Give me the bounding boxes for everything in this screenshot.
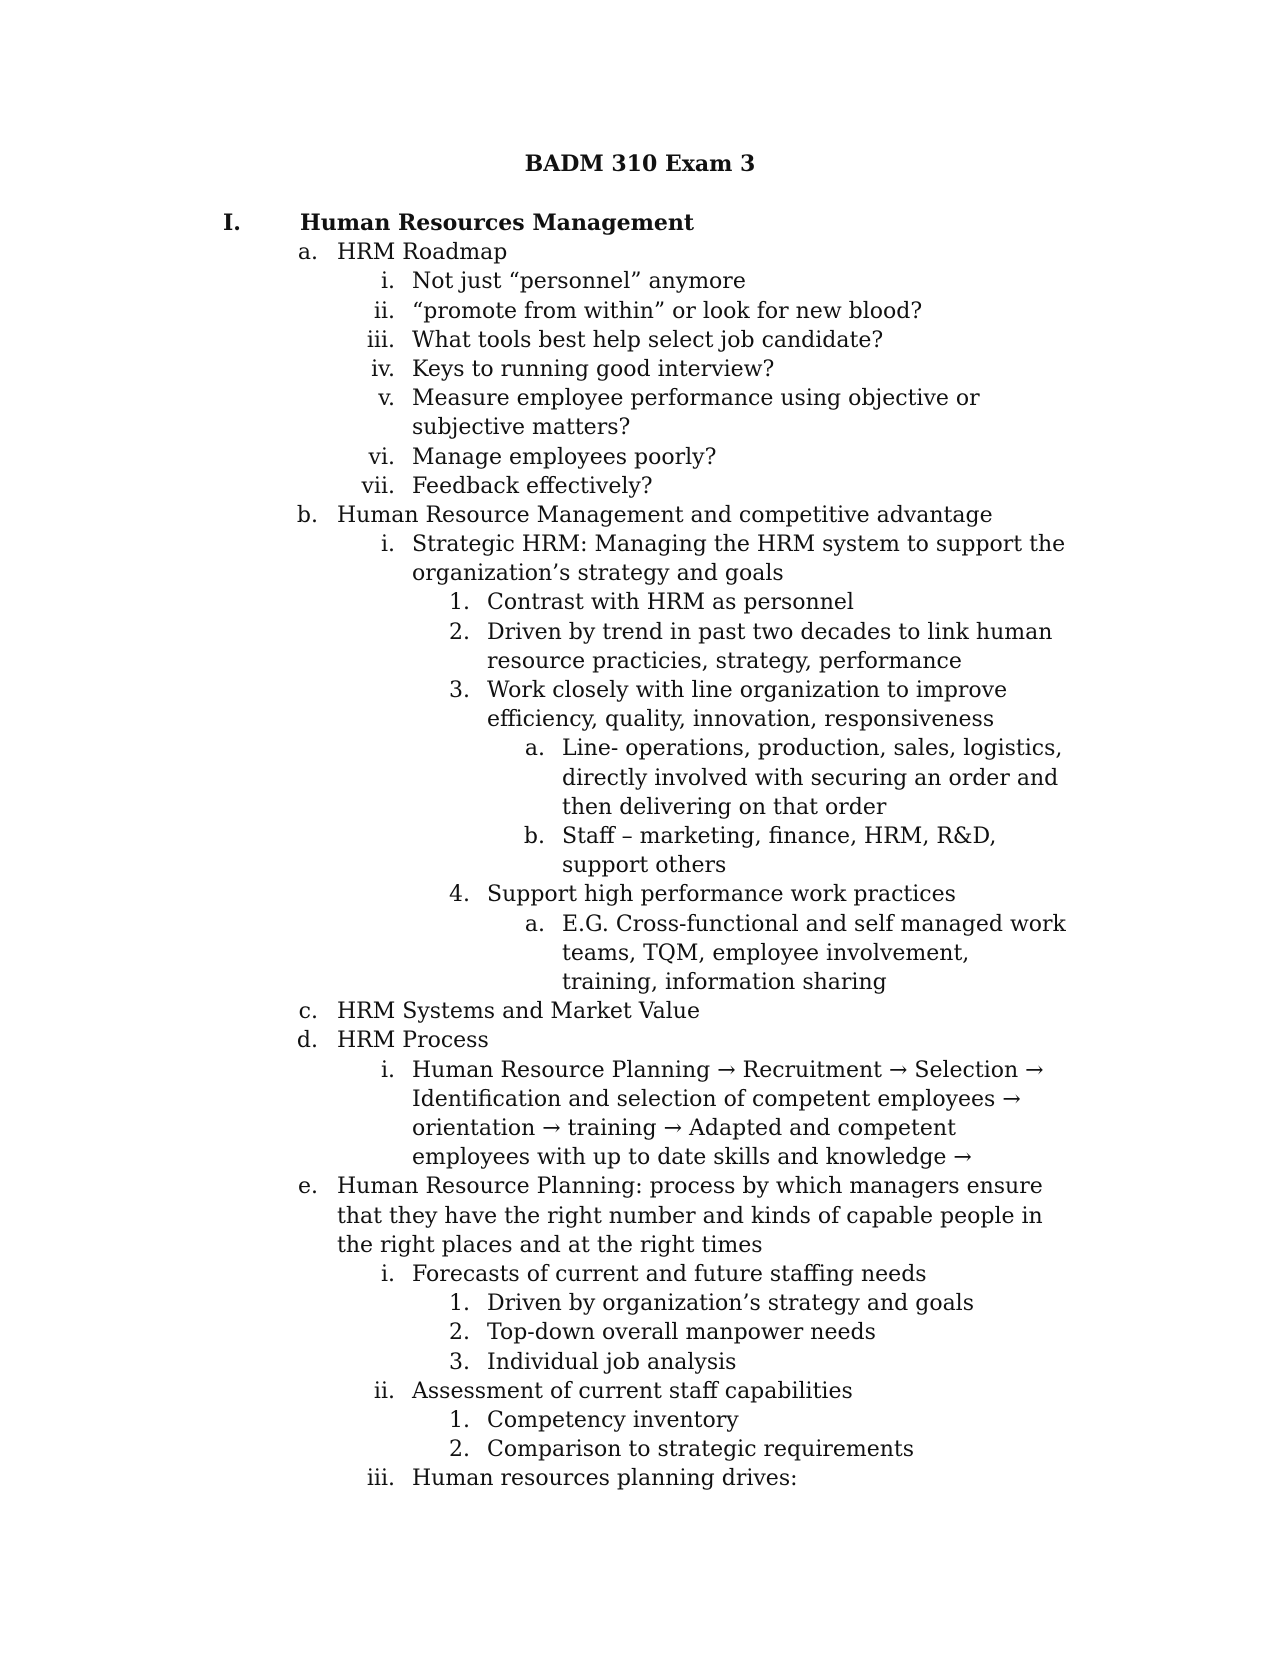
- outline-item: [0, 1172, 1280, 1260]
- item-marker: i.: [380, 1261, 395, 1287]
- outline-item: [0, 326, 1280, 355]
- outline-item: [0, 734, 1280, 822]
- outline-item: [0, 588, 1280, 617]
- outline-item: [0, 676, 1280, 734]
- item-marker: i.: [380, 269, 395, 295]
- outline-item: [0, 910, 1280, 998]
- item-text: Strategic HRM: Managing the HRM system to support the organization’s strategy and goals: [412, 532, 1066, 587]
- outline-item: [0, 1464, 1280, 1493]
- item-text: Support high performance work practices: [487, 882, 956, 908]
- outline-item: [0, 297, 1280, 326]
- item-text: Measure employee performance using objective or subjective matters?: [412, 386, 980, 441]
- outline-item: [0, 618, 1280, 676]
- item-text: E.G. Cross-functional and self managed work teams, TQM, employee involvement, training, information sharing: [562, 911, 1066, 996]
- item-marker: v.: [378, 386, 395, 412]
- outline-item: [0, 1435, 1280, 1464]
- outline-item: [0, 209, 1280, 238]
- outline-item: [0, 355, 1280, 384]
- outline-item: [0, 443, 1280, 472]
- item-text: Individual job analysis: [487, 1349, 737, 1375]
- outline-item: [0, 1260, 1280, 1289]
- item-text: What tools best help select job candidate?: [412, 327, 884, 353]
- item-text: Keys to running good interview?: [412, 356, 775, 382]
- outline-item: [0, 1348, 1280, 1377]
- item-marker: 2.: [449, 1320, 470, 1346]
- item-text: HRM Systems and Market Value: [337, 999, 700, 1025]
- item-text: Competency inventory: [487, 1407, 739, 1433]
- item-text: Human Resource Planning → Recruitment → Selection → Identification and selection of competent employees → orientation → training → Adapted and competent employees with up to date skills and knowledge →: [412, 1057, 1044, 1171]
- item-text: Comparison to strategic requirements: [487, 1437, 915, 1463]
- item-text: Not just “personnel” anymore: [412, 269, 746, 295]
- item-text: Human resources planning drives:: [412, 1466, 798, 1492]
- item-marker: ii.: [373, 298, 395, 324]
- item-text: Human Resource Planning: process by which managers ensure that they have the right number and kinds of capable people in the right places and at the right times: [337, 1174, 1043, 1258]
- item-text: Staff – marketing, finance, HRM, R&D, support others: [562, 824, 997, 879]
- item-marker: vi.: [368, 444, 395, 470]
- outline-item: [0, 238, 1280, 267]
- item-marker: e.: [297, 1174, 318, 1200]
- item-marker: 3.: [449, 1349, 470, 1375]
- item-marker: iv.: [371, 356, 395, 382]
- item-text: “promote from within” or look for new blood?: [412, 298, 923, 324]
- outline-item: [0, 1318, 1280, 1347]
- outline-item: [0, 1056, 1280, 1173]
- outline-item: [0, 530, 1280, 588]
- item-text: HRM Process: [337, 1028, 489, 1054]
- item-text: Human Resource Management and competitive advantage: [337, 502, 993, 528]
- item-text: Top-down overall manpower needs: [487, 1320, 876, 1346]
- item-marker: 1.: [449, 1291, 470, 1317]
- item-marker: I.: [223, 210, 241, 236]
- outline-item: [0, 1026, 1280, 1055]
- item-text: Work closely with line organization to improve efficiency, quality, innovation, responsiveness: [487, 678, 1008, 733]
- outline-item: [0, 822, 1280, 880]
- item-marker: ii.: [373, 1378, 395, 1404]
- item-marker: 2.: [449, 1437, 470, 1463]
- outline-item: [0, 1406, 1280, 1435]
- outline-item: [0, 384, 1280, 442]
- item-text: Driven by trend in past two decades to link human resource practicies, strategy, performance: [487, 619, 1053, 674]
- item-text: Manage employees poorly?: [412, 444, 717, 470]
- outline-item: [0, 472, 1280, 501]
- item-marker: i.: [380, 532, 395, 558]
- outline-item: [0, 501, 1280, 530]
- item-text: HRM Roadmap: [337, 240, 508, 266]
- item-marker: i.: [380, 1057, 395, 1083]
- item-marker: vii.: [361, 473, 395, 499]
- item-marker: b.: [296, 502, 318, 528]
- item-marker: 1.: [449, 590, 470, 616]
- item-marker: c.: [298, 999, 318, 1025]
- item-marker: 2.: [449, 619, 470, 645]
- item-text: Contrast with HRM as personnel: [487, 590, 854, 616]
- document-title: BADM 310 Exam 3: [524, 151, 756, 177]
- item-text: Line- operations, production, sales, logistics, directly involved with securing an order and then delivering on that order: [562, 736, 1063, 820]
- item-marker: a.: [524, 736, 545, 762]
- item-marker: b.: [523, 824, 545, 850]
- item-marker: 3.: [449, 678, 470, 704]
- item-text: Human Resources Management: [300, 210, 695, 236]
- item-marker: iii.: [366, 1466, 395, 1492]
- item-marker: d.: [296, 1028, 318, 1054]
- outline-item: [0, 1289, 1280, 1318]
- item-marker: a.: [524, 911, 545, 937]
- outline-item: [0, 997, 1280, 1026]
- item-text: Feedback effectively?: [412, 473, 653, 499]
- item-text: Assessment of current staff capabilities: [412, 1378, 853, 1404]
- item-text: Forecasts of current and future staffing needs: [412, 1261, 927, 1287]
- item-marker: iii.: [366, 327, 395, 353]
- item-marker: a.: [297, 240, 318, 266]
- outline-item: [0, 267, 1280, 296]
- outline-item: [0, 1377, 1280, 1406]
- item-text: Driven by organization’s strategy and goals: [487, 1291, 975, 1317]
- item-marker: 4.: [449, 882, 470, 908]
- item-marker: 1.: [449, 1407, 470, 1433]
- outline: [0, 209, 1280, 1493]
- outline-item: [0, 880, 1280, 909]
